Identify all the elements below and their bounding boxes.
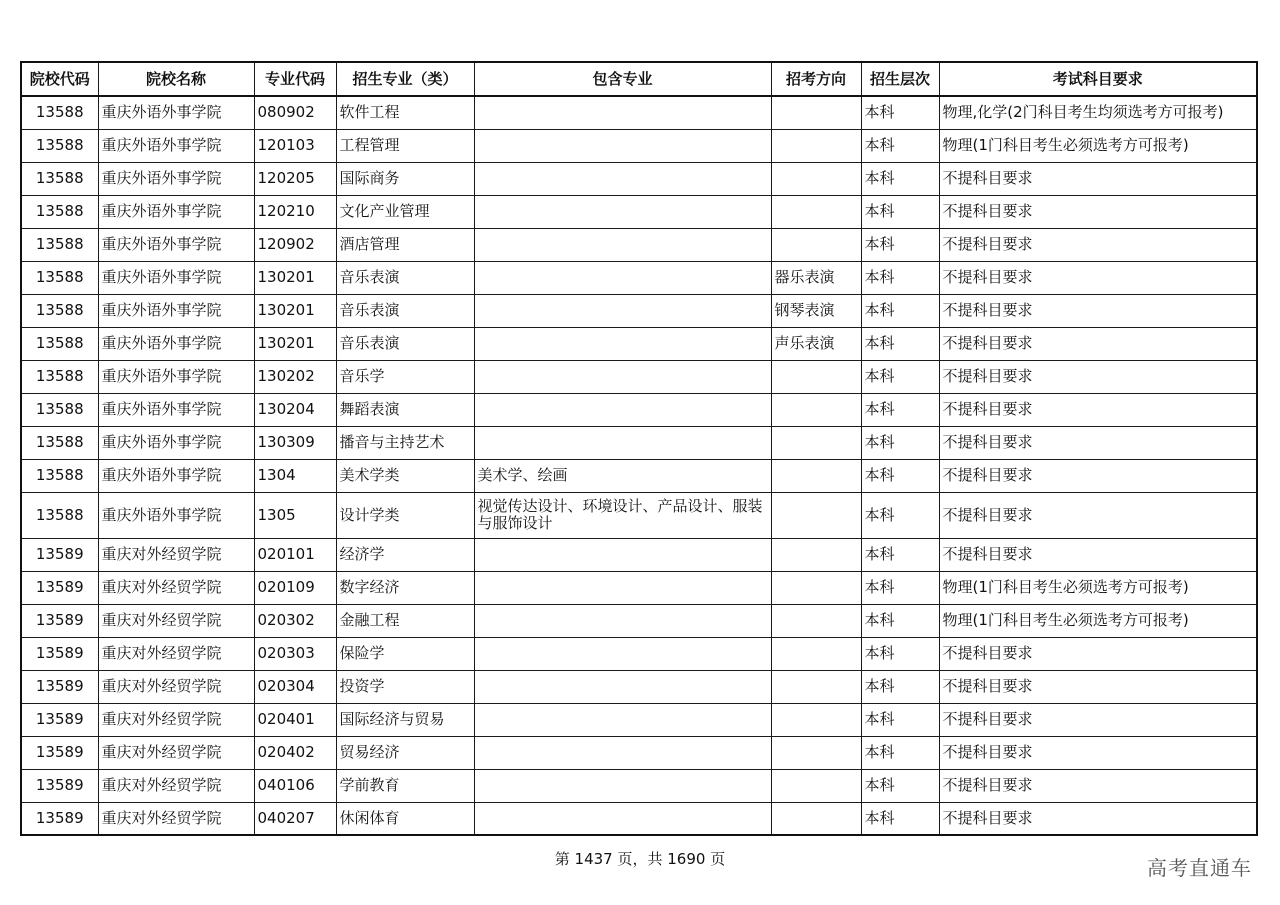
- school-name-cell: 重庆外语外事学院: [98, 426, 254, 459]
- direction-cell: [771, 393, 861, 426]
- direction-cell: [771, 162, 861, 195]
- major-cell: 文化产业管理: [336, 195, 474, 228]
- direction-cell: [771, 604, 861, 637]
- subject-requirement-cell: 不提科目要求: [939, 802, 1257, 835]
- table-row: [21, 802, 1257, 835]
- school-code-cell: 13589: [21, 802, 98, 835]
- major-code-cell: 120902: [254, 228, 336, 261]
- direction-cell: [771, 538, 861, 571]
- school-name-cell: 重庆外语外事学院: [98, 261, 254, 294]
- table-row: [21, 129, 1257, 162]
- direction-cell: [771, 736, 861, 769]
- major-cell: 国际经济与贸易: [336, 703, 474, 736]
- header-included-majors: 包含专业: [474, 62, 771, 96]
- major-cell: 软件工程: [336, 96, 474, 129]
- included-majors-cell: [474, 327, 771, 360]
- direction-cell: [771, 459, 861, 492]
- direction-cell: [771, 195, 861, 228]
- table-row: [21, 492, 1257, 538]
- school-code-cell: 13588: [21, 162, 98, 195]
- direction-cell: [771, 769, 861, 802]
- included-majors-cell: [474, 261, 771, 294]
- major-cell: 经济学: [336, 538, 474, 571]
- school-code-cell: 13588: [21, 360, 98, 393]
- subject-requirement-cell: 不提科目要求: [939, 162, 1257, 195]
- major-cell: 贸易经济: [336, 736, 474, 769]
- included-majors-cell: [474, 294, 771, 327]
- subject-requirement-cell: 物理(1门科目考生必须选考方可报考): [939, 129, 1257, 162]
- level-cell: 本科: [861, 769, 939, 802]
- major-code-cell: 130201: [254, 327, 336, 360]
- major-cell: 金融工程: [336, 604, 474, 637]
- subject-requirement-cell: 物理(1门科目考生必须选考方可报考): [939, 604, 1257, 637]
- school-code-cell: 13588: [21, 459, 98, 492]
- major-code-cell: 130201: [254, 261, 336, 294]
- included-majors-cell: [474, 426, 771, 459]
- table-row: [21, 228, 1257, 261]
- school-code-cell: 13588: [21, 261, 98, 294]
- school-name-cell: 重庆外语外事学院: [98, 129, 254, 162]
- major-cell: 设计学类: [336, 492, 474, 538]
- included-majors-cell: [474, 703, 771, 736]
- table-row: [21, 703, 1257, 736]
- included-majors-cell: [474, 670, 771, 703]
- direction-cell: [771, 571, 861, 604]
- direction-cell: [771, 360, 861, 393]
- major-cell: 音乐表演: [336, 294, 474, 327]
- school-code-cell: 13588: [21, 393, 98, 426]
- table-row: [21, 195, 1257, 228]
- direction-cell: [771, 96, 861, 129]
- school-name-cell: 重庆外语外事学院: [98, 459, 254, 492]
- header-subject-requirement: 考试科目要求: [939, 62, 1257, 96]
- subject-requirement-cell: 不提科目要求: [939, 736, 1257, 769]
- major-code-cell: 1305: [254, 492, 336, 538]
- direction-cell: [771, 228, 861, 261]
- school-name-cell: 重庆对外经贸学院: [98, 538, 254, 571]
- level-cell: 本科: [861, 129, 939, 162]
- school-code-cell: 13588: [21, 96, 98, 129]
- table-row: [21, 571, 1257, 604]
- school-code-cell: 13589: [21, 736, 98, 769]
- level-cell: 本科: [861, 604, 939, 637]
- school-name-cell: 重庆外语外事学院: [98, 195, 254, 228]
- table-body: [21, 96, 1257, 835]
- included-majors-cell: 视觉传达设计、环境设计、产品设计、服装与服饰设计: [474, 492, 771, 538]
- table-row: [21, 637, 1257, 670]
- level-cell: 本科: [861, 393, 939, 426]
- school-code-cell: 13589: [21, 538, 98, 571]
- subject-requirement-cell: 不提科目要求: [939, 426, 1257, 459]
- header-school-code: 院校代码: [21, 62, 98, 96]
- included-majors-cell: [474, 769, 771, 802]
- major-code-cell: 1304: [254, 459, 336, 492]
- major-code-cell: 040207: [254, 802, 336, 835]
- subject-requirement-cell: 不提科目要求: [939, 195, 1257, 228]
- subject-requirement-cell: 不提科目要求: [939, 261, 1257, 294]
- school-name-cell: 重庆对外经贸学院: [98, 571, 254, 604]
- major-code-cell: 130204: [254, 393, 336, 426]
- subject-requirement-cell: 不提科目要求: [939, 294, 1257, 327]
- school-name-cell: 重庆对外经贸学院: [98, 736, 254, 769]
- major-cell: 数字经济: [336, 571, 474, 604]
- level-cell: 本科: [861, 736, 939, 769]
- school-name-cell: 重庆对外经贸学院: [98, 802, 254, 835]
- direction-cell: [771, 637, 861, 670]
- subject-requirement-cell: 不提科目要求: [939, 360, 1257, 393]
- included-majors-cell: [474, 228, 771, 261]
- school-code-cell: 13588: [21, 492, 98, 538]
- subject-requirement-cell: 不提科目要求: [939, 327, 1257, 360]
- level-cell: 本科: [861, 360, 939, 393]
- subject-requirement-cell: 不提科目要求: [939, 769, 1257, 802]
- major-cell: 音乐学: [336, 360, 474, 393]
- school-code-cell: 13589: [21, 604, 98, 637]
- table-row: [21, 327, 1257, 360]
- direction-cell: [771, 670, 861, 703]
- school-code-cell: 13588: [21, 195, 98, 228]
- included-majors-cell: [474, 604, 771, 637]
- direction-cell: 器乐表演: [771, 261, 861, 294]
- major-code-cell: 020401: [254, 703, 336, 736]
- direction-cell: 声乐表演: [771, 327, 861, 360]
- school-name-cell: 重庆对外经贸学院: [98, 604, 254, 637]
- major-cell: 播音与主持艺术: [336, 426, 474, 459]
- included-majors-cell: [474, 538, 771, 571]
- school-code-cell: 13588: [21, 129, 98, 162]
- level-cell: 本科: [861, 228, 939, 261]
- level-cell: 本科: [861, 294, 939, 327]
- table-header: [21, 62, 1257, 96]
- page-number: 第 1437 页，共 1690 页: [554, 850, 726, 868]
- included-majors-cell: [474, 162, 771, 195]
- table-row: [21, 769, 1257, 802]
- major-code-cell: 120103: [254, 129, 336, 162]
- school-name-cell: 重庆对外经贸学院: [98, 670, 254, 703]
- direction-cell: [771, 129, 861, 162]
- major-cell: 学前教育: [336, 769, 474, 802]
- table-row: [21, 393, 1257, 426]
- subject-requirement-cell: 不提科目要求: [939, 393, 1257, 426]
- included-majors-cell: [474, 393, 771, 426]
- included-majors-cell: [474, 571, 771, 604]
- level-cell: 本科: [861, 802, 939, 835]
- table-row: [21, 360, 1257, 393]
- level-cell: 本科: [861, 637, 939, 670]
- subject-requirement-cell: 不提科目要求: [939, 703, 1257, 736]
- level-cell: 本科: [861, 426, 939, 459]
- direction-cell: [771, 703, 861, 736]
- admissions-table: [20, 61, 1258, 836]
- subject-requirement-cell: 不提科目要求: [939, 670, 1257, 703]
- major-code-cell: 120210: [254, 195, 336, 228]
- subject-requirement-cell: 不提科目要求: [939, 538, 1257, 571]
- school-name-cell: 重庆外语外事学院: [98, 360, 254, 393]
- level-cell: 本科: [861, 670, 939, 703]
- major-cell: 酒店管理: [336, 228, 474, 261]
- level-cell: 本科: [861, 96, 939, 129]
- table-row: [21, 604, 1257, 637]
- level-cell: 本科: [861, 162, 939, 195]
- major-cell: 音乐表演: [336, 327, 474, 360]
- school-code-cell: 13589: [21, 637, 98, 670]
- watermark: 高考直通车: [1147, 856, 1252, 880]
- major-code-cell: 130201: [254, 294, 336, 327]
- major-cell: 保险学: [336, 637, 474, 670]
- major-code-cell: 080902: [254, 96, 336, 129]
- major-code-cell: 020302: [254, 604, 336, 637]
- school-code-cell: 13589: [21, 703, 98, 736]
- school-name-cell: 重庆外语外事学院: [98, 96, 254, 129]
- school-name-cell: 重庆对外经贸学院: [98, 637, 254, 670]
- included-majors-cell: [474, 195, 771, 228]
- direction-cell: 钢琴表演: [771, 294, 861, 327]
- included-majors-cell: [474, 637, 771, 670]
- major-code-cell: 130309: [254, 426, 336, 459]
- table-row: [21, 162, 1257, 195]
- subject-requirement-cell: 不提科目要求: [939, 492, 1257, 538]
- table-row: [21, 426, 1257, 459]
- direction-cell: [771, 802, 861, 835]
- subject-requirement-cell: 不提科目要求: [939, 228, 1257, 261]
- major-cell: 舞蹈表演: [336, 393, 474, 426]
- major-cell: 工程管理: [336, 129, 474, 162]
- table-row: [21, 294, 1257, 327]
- level-cell: 本科: [861, 492, 939, 538]
- major-code-cell: 020303: [254, 637, 336, 670]
- school-name-cell: 重庆外语外事学院: [98, 492, 254, 538]
- subject-requirement-cell: 不提科目要求: [939, 637, 1257, 670]
- header-major-code: 专业代码: [254, 62, 336, 96]
- school-code-cell: 13588: [21, 426, 98, 459]
- subject-requirement-cell: 物理,化学(2门科目考生均须选考方可报考): [939, 96, 1257, 129]
- header-level: 招生层次: [861, 62, 939, 96]
- school-name-cell: 重庆对外经贸学院: [98, 769, 254, 802]
- header-school-name: 院校名称: [98, 62, 254, 96]
- header-major: 招生专业（类）: [336, 62, 474, 96]
- school-name-cell: 重庆对外经贸学院: [98, 703, 254, 736]
- included-majors-cell: [474, 129, 771, 162]
- level-cell: 本科: [861, 261, 939, 294]
- direction-cell: [771, 492, 861, 538]
- table-row: [21, 670, 1257, 703]
- school-code-cell: 13588: [21, 228, 98, 261]
- major-cell: 投资学: [336, 670, 474, 703]
- major-code-cell: 020304: [254, 670, 336, 703]
- major-code-cell: 020101: [254, 538, 336, 571]
- school-name-cell: 重庆外语外事学院: [98, 393, 254, 426]
- major-cell: 音乐表演: [336, 261, 474, 294]
- major-code-cell: 020109: [254, 571, 336, 604]
- included-majors-cell: [474, 96, 771, 129]
- level-cell: 本科: [861, 327, 939, 360]
- major-cell: 休闲体育: [336, 802, 474, 835]
- included-majors-cell: [474, 736, 771, 769]
- level-cell: 本科: [861, 195, 939, 228]
- level-cell: 本科: [861, 538, 939, 571]
- included-majors-cell: [474, 802, 771, 835]
- school-name-cell: 重庆外语外事学院: [98, 294, 254, 327]
- major-cell: 国际商务: [336, 162, 474, 195]
- school-name-cell: 重庆外语外事学院: [98, 228, 254, 261]
- level-cell: 本科: [861, 459, 939, 492]
- major-code-cell: 130202: [254, 360, 336, 393]
- level-cell: 本科: [861, 703, 939, 736]
- school-code-cell: 13588: [21, 327, 98, 360]
- table-row: [21, 261, 1257, 294]
- major-cell: 美术学类: [336, 459, 474, 492]
- school-name-cell: 重庆外语外事学院: [98, 327, 254, 360]
- major-code-cell: 020402: [254, 736, 336, 769]
- table-row: [21, 96, 1257, 129]
- direction-cell: [771, 426, 861, 459]
- table-row: [21, 736, 1257, 769]
- subject-requirement-cell: 不提科目要求: [939, 459, 1257, 492]
- included-majors-cell: 美术学、绘画: [474, 459, 771, 492]
- school-code-cell: 13589: [21, 571, 98, 604]
- level-cell: 本科: [861, 571, 939, 604]
- school-code-cell: 13589: [21, 769, 98, 802]
- table-row: [21, 538, 1257, 571]
- subject-requirement-cell: 物理(1门科目考生必须选考方可报考): [939, 571, 1257, 604]
- included-majors-cell: [474, 360, 771, 393]
- school-code-cell: 13589: [21, 670, 98, 703]
- table-row: [21, 459, 1257, 492]
- major-code-cell: 120205: [254, 162, 336, 195]
- school-name-cell: 重庆外语外事学院: [98, 162, 254, 195]
- major-code-cell: 040106: [254, 769, 336, 802]
- school-code-cell: 13588: [21, 294, 98, 327]
- header-direction: 招考方向: [771, 62, 861, 96]
